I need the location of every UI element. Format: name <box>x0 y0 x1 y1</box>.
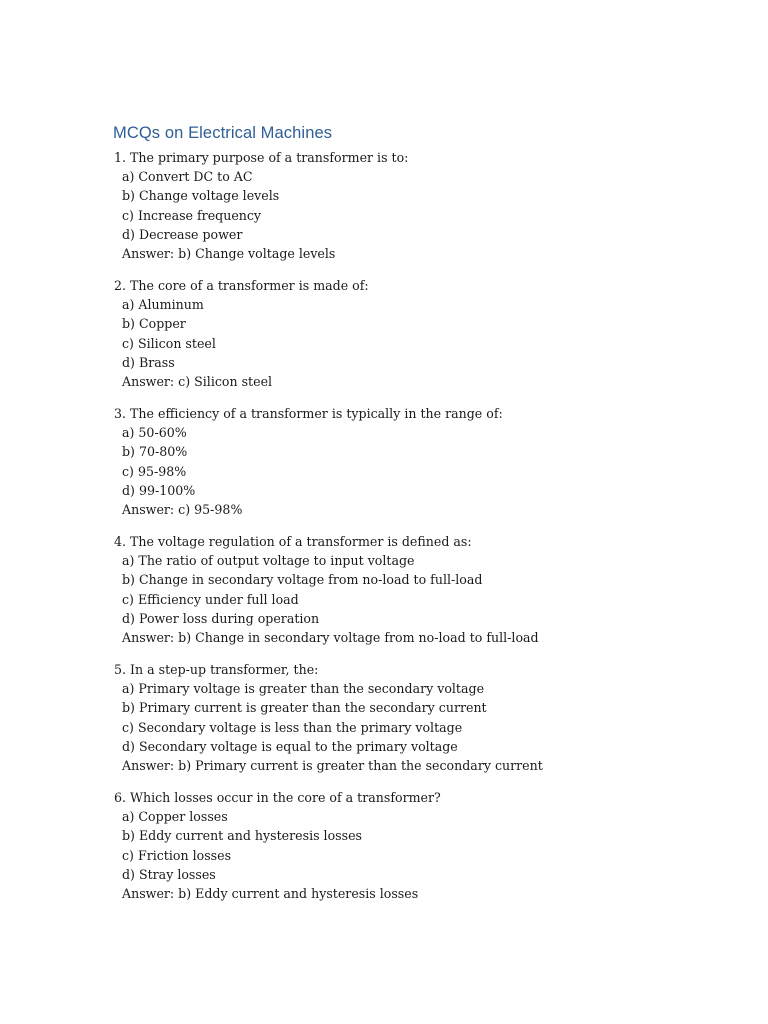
option-d: d) 99-100% <box>122 482 196 498</box>
option-a: a) Convert DC to AC <box>122 169 253 185</box>
question-prompt: 3. The efficiency of a transformer is typically in the range of: <box>114 406 503 422</box>
question-prompt: 1. The primary purpose of a transformer is to: <box>114 150 409 165</box>
option-b: b) Primary current is greater than the secondary current <box>122 700 487 716</box>
question-prompt: 2. The core of a transformer is made of: <box>114 278 369 294</box>
option-b: b) Eddy current and hysteresis losses <box>122 828 363 844</box>
option-d: d) Power loss during operation <box>122 610 320 626</box>
question-4 <box>114 532 734 647</box>
option-d: d) Decrease power <box>122 226 243 242</box>
option-b: b) Change voltage levels <box>122 188 280 204</box>
option-a: a) The ratio of output voltage to input voltage <box>122 553 415 569</box>
option-b: b) 70-80% <box>122 444 188 460</box>
question-prompt: 6. Which losses occur in the core of a transformer? <box>114 790 441 806</box>
option-a: a) 50-60% <box>122 425 187 441</box>
option-a: a) Aluminum <box>122 297 204 313</box>
question-prompt: 5. In a step-up transformer, the: <box>114 662 319 678</box>
answer-line: Answer: b) Change in secondary voltage from no-load to full-load <box>122 630 539 646</box>
answer-line: Answer: c) Silicon steel <box>122 374 273 390</box>
document-title: MCQs on Electrical Machines <box>113 124 333 142</box>
question-5 <box>114 660 734 775</box>
option-c: c) Secondary voltage is less than the primary voltage <box>122 719 463 735</box>
option-d: d) Brass <box>122 354 175 370</box>
option-c: c) Friction losses <box>122 847 232 863</box>
question-6 <box>114 788 734 903</box>
option-b: b) Copper <box>122 316 186 332</box>
option-d: d) Secondary voltage is equal to the primary voltage <box>122 738 458 754</box>
option-a: a) Copper losses <box>122 809 228 825</box>
question-prompt: 4. The voltage regulation of a transformer is defined as: <box>114 534 472 550</box>
option-c: c) Silicon steel <box>122 335 216 351</box>
question-2 <box>114 276 734 391</box>
question-3 <box>114 404 734 519</box>
question-1 <box>114 148 734 263</box>
answer-line: Answer: b) Change voltage levels <box>122 246 336 262</box>
option-c: c) 95-98% <box>122 463 187 479</box>
option-c: c) Increase frequency <box>122 207 262 223</box>
question-list <box>114 148 734 916</box>
option-a: a) Primary voltage is greater than the secondary voltage <box>122 681 485 697</box>
option-d: d) Stray losses <box>122 866 216 882</box>
answer-line: Answer: c) 95-98% <box>122 502 243 518</box>
option-c: c) Efficiency under full load <box>122 591 299 607</box>
option-b: b) Change in secondary voltage from no-load to full-load <box>122 572 483 588</box>
answer-line: Answer: b) Primary current is greater than the secondary current <box>122 758 543 774</box>
answer-line: Answer: b) Eddy current and hysteresis losses <box>122 886 419 902</box>
